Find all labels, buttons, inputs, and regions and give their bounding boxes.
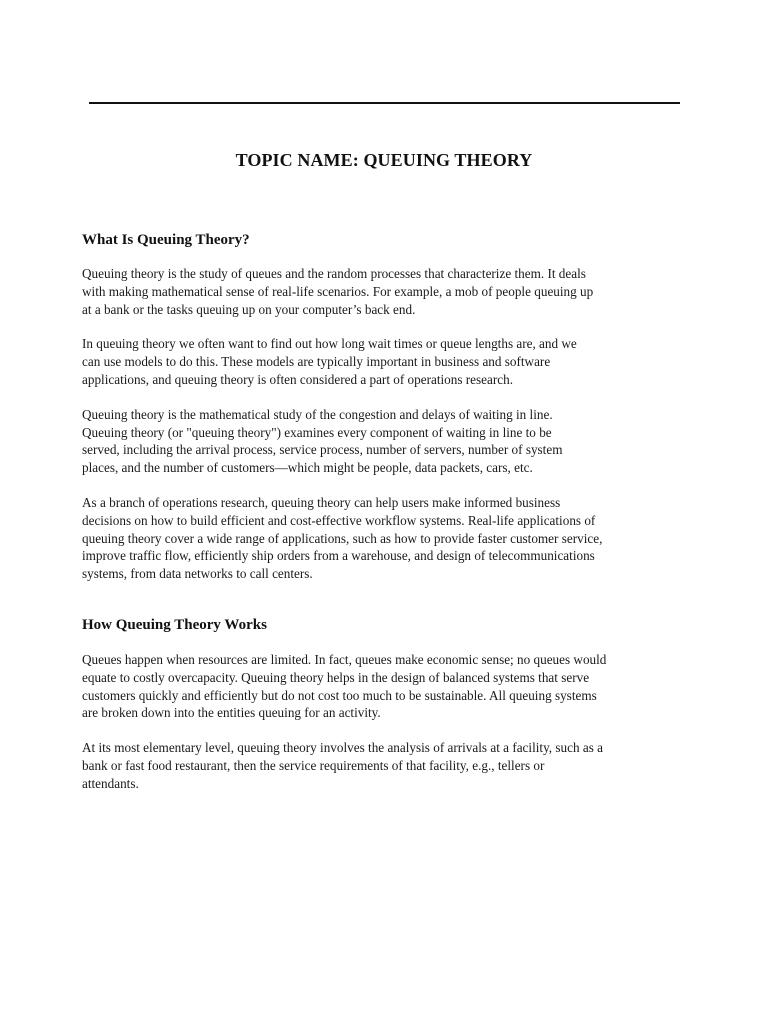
text-line: customers quickly and efficiently but do not cost too much to be sustainable. All queuing systems [82,687,597,703]
paragraph [82,739,687,792]
document-title: TOPIC NAME: QUEUING THEORY [235,150,533,170]
text-line: decisions on how to build efficient and cost-effective workflow systems. Real-life applications of [82,512,596,528]
document-body [82,232,687,793]
text-line: Queuing theory is the mathematical study of the congestion and delays of waiting in line. [82,406,553,422]
paragraph [82,265,687,318]
text-line: At its most elementary level, queuing theory involves the analysis of arrivals at a facility, such as a [82,740,604,756]
text-line: Queuing theory is the study of queues and the random processes that characterize them. It deals [82,266,586,281]
text-line: applications, and queuing theory is often considered a part of operations research. [82,371,514,387]
text-line: improve traffic flow, efficiently ship orders from a warehouse, and design of telecommunications [82,548,595,564]
section-heading-what-is: What Is Queuing Theory? [82,232,250,248]
text-line: Queuing theory (or "queuing theory") examines every component of waiting in line to be [82,424,552,440]
paragraph [82,494,687,583]
text-line: with making mathematical sense of real-life scenarios. For example, a mob of people queuing up [82,283,594,299]
text-line: As a branch of operations research, queuing theory can help users make informed business [82,494,561,510]
text-line: Queues happen when resources are limited. In fact, queues make economic sense; no queues would [82,651,607,667]
section-heading-how-it-works: How Queuing Theory Works [82,616,267,633]
paragraph [82,335,687,388]
text-line: can use models to do this. These models are typically important in business and software [82,354,551,370]
text-line: systems, from data networks to call centers. [82,566,313,582]
text-line: at a bank or the tasks queuing up on your computer’s back end. [82,301,416,317]
paragraph [82,651,687,722]
text-line: bank or fast food restaurant, then the service requirements of that facility, e.g., tellers or [82,757,545,773]
text-line: In queuing theory we often want to find out how long wait times or queue lengths are, and we [82,336,577,352]
text-line: are broken down into the entities queuing for an activity. [82,705,381,721]
text-line: attendants. [82,775,139,791]
top-horizontal-rule [89,102,680,104]
paragraph [82,406,687,477]
text-line: places, and the number of customers—which might be people, data packets, cars, etc. [82,460,533,476]
text-line: served, including the arrival process, service process, number of servers, number of system [82,442,563,458]
text-line: queuing theory cover a wide range of applications, such as how to provide faster customer service, [82,530,603,546]
text-line: equate to costly overcapacity. Queuing theory helps in the design of balanced systems that serve [82,669,590,685]
